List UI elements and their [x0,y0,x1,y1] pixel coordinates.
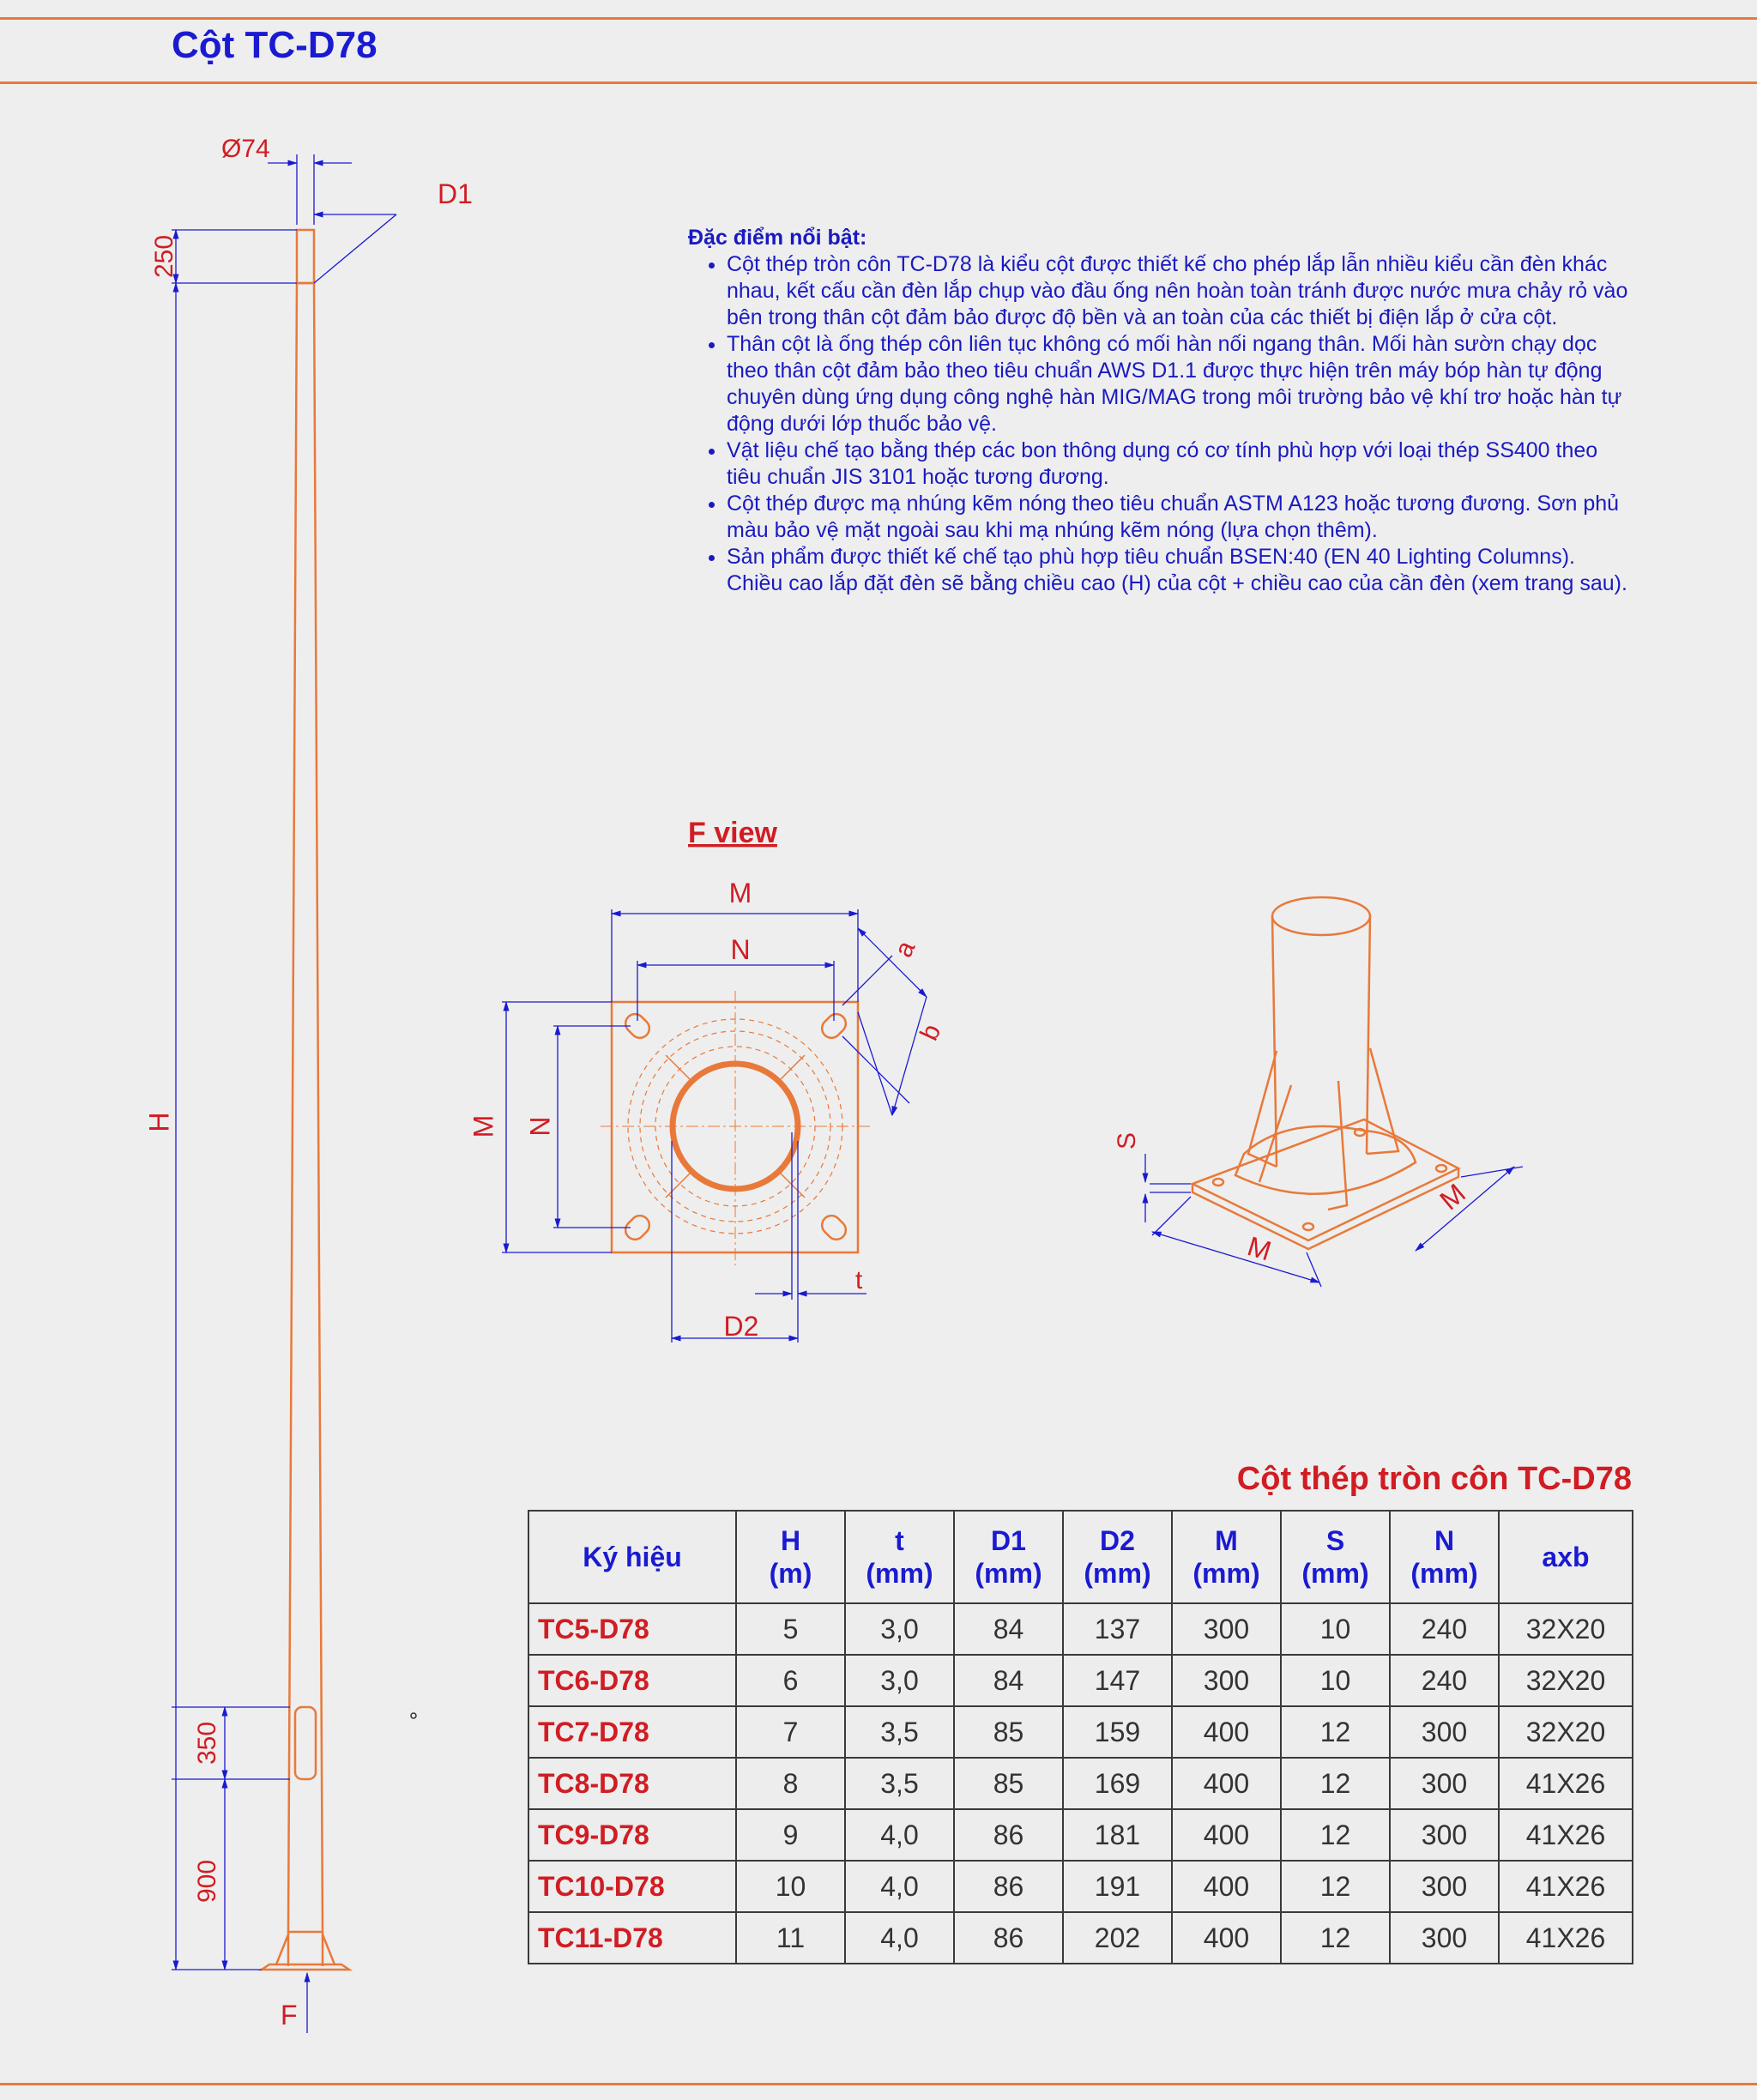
table-row [528,1758,1633,1809]
iso-plate-edge [1192,1168,1458,1249]
row-value-cell: 191 [1063,1861,1172,1912]
table-header-row [528,1511,1633,1603]
f-dim-n-top: N [730,934,751,965]
f-dim-a: a [889,936,921,962]
row-value-cell: 147 [1063,1655,1172,1706]
row-value-cell: 10 [1281,1603,1390,1655]
row-value-cell: 4,0 [845,1912,954,1964]
row-value-cell: 32X20 [1499,1603,1633,1655]
row-value-cell: 400 [1172,1758,1281,1809]
row-value-cell: 137 [1063,1603,1172,1655]
row-value-cell: 181 [1063,1809,1172,1861]
row-value-cell: 4,0 [845,1861,954,1912]
row-value-cell: 202 [1063,1912,1172,1964]
row-value-cell: 12 [1281,1809,1390,1861]
row-value-cell: 400 [1172,1809,1281,1861]
features-heading: Đặc điểm nổi bật: [688,226,867,250]
iso-gussets [1248,1048,1398,1210]
header-cell-axb: axb [1499,1511,1633,1603]
row-value-cell: 12 [1281,1758,1390,1809]
row-value-cell: 9 [736,1809,845,1861]
iso-dim-s: S [1112,1131,1141,1150]
row-value-cell: 11 [736,1912,845,1964]
row-value-cell: 86 [954,1809,1063,1861]
row-value-cell: 400 [1172,1861,1281,1912]
row-value-cell: 32X20 [1499,1706,1633,1758]
stray-dot [411,1713,416,1718]
row-value-cell: 3,5 [845,1758,954,1809]
feature-item: • Vật liệu chế tạo bằng thép các bon thông dụng có cơ tính phù hợp với loại thép SS400 theo tiêu chuẩn JIS 3101 hoặc tương đương. [727,438,1632,491]
iso-dim-m-side: M [1434,1177,1471,1216]
table-row [528,1912,1633,1964]
table-row [528,1706,1633,1758]
row-code-cell: TC8-D78 [528,1758,736,1809]
iso-dimension-lines [1145,1154,1523,1287]
row-value-cell: 12 [1281,1861,1390,1912]
feature-item: • Sản phẩm được thiết kế chế tạo phù hợp tiêu chuẩn BSEN:40 (EN 40 Lighting Columns). Chiều cao lắp đặt đèn sẽ bằng chiều cao (H) của cột + chiều cao của cần đèn (xem trang sau). [727,544,1632,597]
row-value-cell: 4,0 [845,1809,954,1861]
row-value-cell: 85 [954,1758,1063,1809]
row-value-cell: 41X26 [1499,1912,1633,1964]
row-value-cell: 159 [1063,1706,1172,1758]
pole-top-spigot [297,230,314,283]
pole-shaft [288,283,323,1932]
row-value-cell: 8 [736,1758,845,1809]
row-value-cell: 300 [1172,1603,1281,1655]
pole-base-sleeve [288,1932,323,1966]
feature-item: • Cột thép tròn côn TC-D78 là kiểu cột được thiết kế cho phép lắp lẫn nhiều kiểu cần đèn khác nhau, kết cấu cần đèn lắp chụp vào đầu ống nên hoàn toàn tránh được nước mưa chảy rỏ vào bên trong thân cột đảm bảo được độ bền và an toàn của các thiết bị điện lắp ở cửa cột. [727,251,1632,331]
row-value-cell: 84 [954,1603,1063,1655]
header-cell-d1: D1 (mm) [954,1511,1063,1603]
row-value-cell: 85 [954,1706,1063,1758]
row-code-cell: TC9-D78 [528,1809,736,1861]
isometric-base [1192,897,1458,1249]
f-dim-n-left: N [524,1116,556,1137]
table-body [528,1603,1633,1964]
row-value-cell: 10 [1281,1655,1390,1706]
row-value-cell: 3,5 [845,1706,954,1758]
features-list [688,251,1632,597]
row-value-cell: 86 [954,1861,1063,1912]
pole-base-plate [262,1964,349,1970]
feature-item: • Cột thép được mạ nhúng kẽm nóng theo tiêu chuẩn ASTM A123 hoặc tương đương. Sơn phủ màu bảo vệ mặt ngoài sau khi mạ nhúng kẽm nóng (lựa chọn thêm). [727,491,1632,544]
row-value-cell: 41X26 [1499,1758,1633,1809]
dim-f: F [281,2000,298,2031]
f-view-title: F view [688,817,777,849]
row-code-cell: TC5-D78 [528,1603,736,1655]
spec-table [528,1510,1633,1964]
pole-door-opening [295,1707,316,1779]
iso-plate-top [1192,1119,1458,1240]
f-dim-b: b [915,1019,947,1045]
feature-item: • Thân cột là ống thép côn liên tục không có mối hàn nối ngang thân. Mối hàn sườn chạy dọc theo thân cột đảm bảo theo tiêu chuẩn AWS D1.1 được thực hiện trên máy bóp hàn tự động chuyên dùng ứng dụng công nghệ hàn MIG/MAG trong môi trường bảo vệ khí trơ hoặc hàn tự động dưới lớp thuốc bảo vệ. [727,331,1632,438]
row-value-cell: 240 [1390,1655,1499,1706]
row-value-cell: 300 [1390,1758,1499,1809]
header-cell-n: N (mm) [1390,1511,1499,1603]
footer-rule [0,2083,1757,2085]
row-code-cell: TC6-D78 [528,1655,736,1706]
row-value-cell: 300 [1390,1706,1499,1758]
f-dim-m-top: M [728,878,752,908]
row-value-cell: 300 [1172,1655,1281,1706]
row-value-cell: 3,0 [845,1655,954,1706]
dim-h: H [143,1112,175,1132]
row-value-cell: 300 [1390,1912,1499,1964]
row-value-cell: 300 [1390,1809,1499,1861]
header-cell-code: Ký hiệu [528,1511,736,1603]
table-row [528,1861,1633,1912]
iso-pole-top [1272,897,1370,935]
features-section [688,225,1632,597]
row-value-cell: 400 [1172,1912,1281,1964]
row-value-cell: 240 [1390,1603,1499,1655]
row-value-cell: 300 [1390,1861,1499,1912]
row-value-cell: 7 [736,1706,845,1758]
header-cell-d2: D2 (mm) [1063,1511,1172,1603]
row-value-cell: 86 [954,1912,1063,1964]
dim-900: 900 [192,1859,221,1904]
header-cell-m: M (mm) [1172,1511,1281,1603]
row-value-cell: 12 [1281,1706,1390,1758]
row-value-cell: 41X26 [1499,1809,1633,1861]
dim-d1: D1 [438,178,473,209]
row-value-cell: 169 [1063,1758,1172,1809]
row-value-cell: 5 [736,1603,845,1655]
f-dim-t: t [855,1266,863,1294]
row-value-cell: 10 [736,1861,845,1912]
row-value-cell: 32X20 [1499,1655,1633,1706]
table-row [528,1603,1633,1655]
pole-elevation [262,230,349,1970]
row-value-cell: 3,0 [845,1603,954,1655]
header-cell-s: S (mm) [1281,1511,1390,1603]
row-value-cell: 400 [1172,1706,1281,1758]
row-code-cell: TC10-D78 [528,1861,736,1912]
pole-base-gussets [276,1934,335,1964]
table-row [528,1809,1633,1861]
f-view-plate [601,991,871,1265]
row-code-cell: TC7-D78 [528,1706,736,1758]
iso-dim-m-front: M [1243,1230,1275,1267]
f-dim-d2: D2 [723,1311,759,1342]
row-value-cell: 84 [954,1655,1063,1706]
row-value-cell: 6 [736,1655,845,1706]
row-code-cell: TC11-D78 [528,1912,736,1964]
dim-350: 350 [192,1721,221,1765]
table-caption: Cột thép tròn côn TC-D78 [1236,1461,1632,1497]
dim-250: 250 [149,234,178,279]
row-value-cell: 41X26 [1499,1861,1633,1912]
row-value-cell: 12 [1281,1912,1390,1964]
page-title: Cột TC-D78 [172,24,377,66]
f-dim-m-left: M [468,1114,499,1138]
header-cell-t: t (mm) [845,1511,954,1603]
header-cell-h: H (m) [736,1511,845,1603]
dim-top-diameter: Ø74 [221,135,270,163]
table-row [528,1655,1633,1706]
